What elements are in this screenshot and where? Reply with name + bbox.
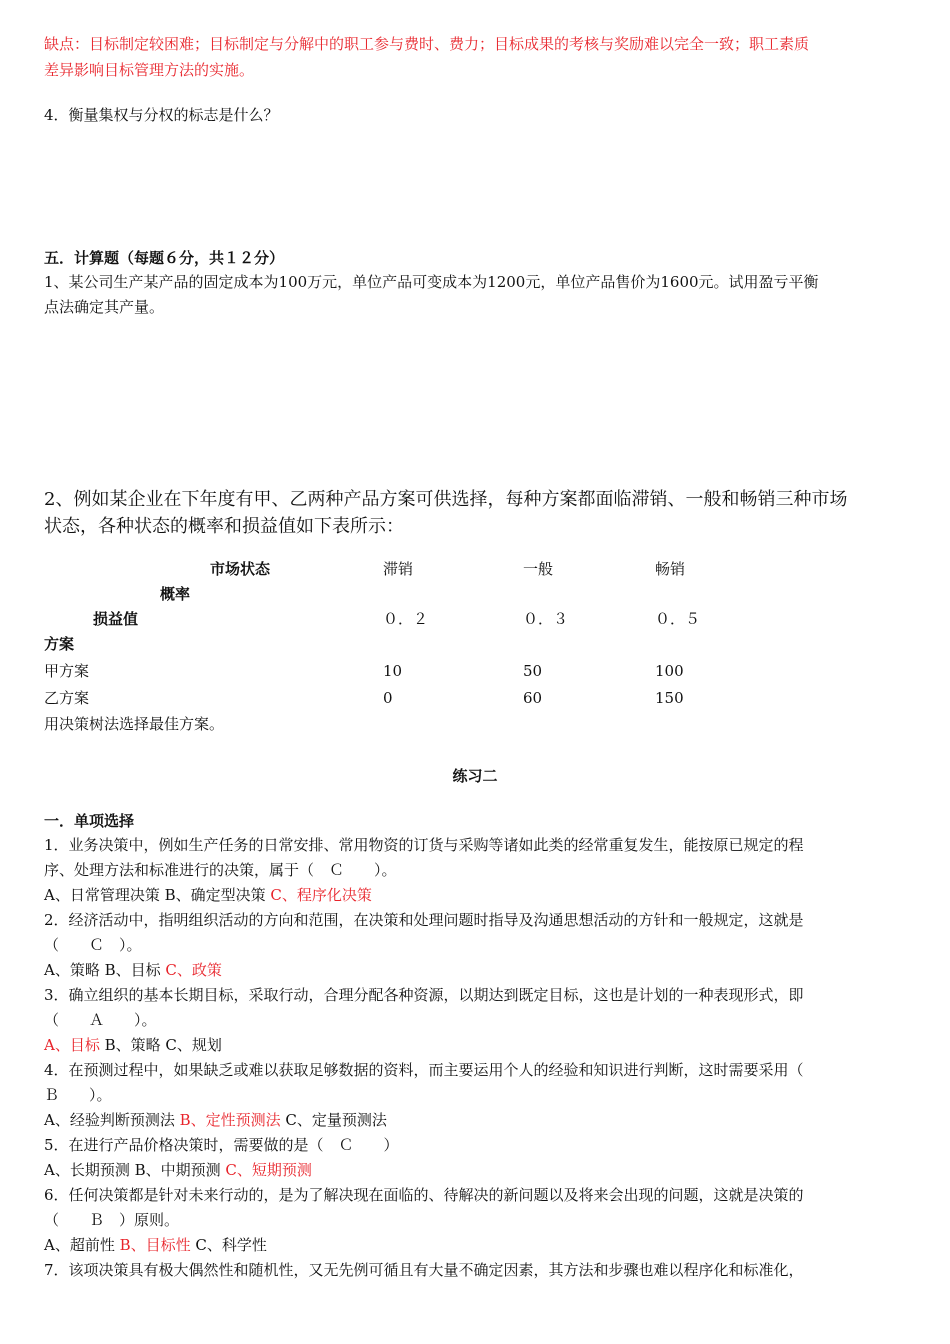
mc-question-1-line1: 1．业务决策中，例如生产任务的日常安排、常用物资的订货与采购等诸如此类的经常重复发生，能按原已规定的程 bbox=[44, 836, 804, 854]
flaw-text-line2: 差异影响目标管理方法的实施。 bbox=[44, 61, 255, 79]
table-footer: 用决策树法选择最佳方案。 bbox=[44, 715, 225, 733]
table-col-3: 畅销 bbox=[655, 560, 686, 578]
correct-option: C、短期预测 bbox=[225, 1161, 312, 1179]
section-heading: 五．计算题（每题６分，共１２分） bbox=[44, 249, 285, 267]
mc-question-3-line1: 3．确立组织的基本长期目标，采取行动，合理分配各种资源，以期达到既定目标，这也是计划的一种表现形式，即 bbox=[44, 986, 804, 1004]
table-cell: 100 bbox=[655, 662, 684, 680]
calc-question-2-line2: 状态，各种状态的概率和损益值如下表所示： bbox=[44, 516, 404, 537]
table-row-name: 甲方案 bbox=[44, 662, 90, 680]
option-text: A、日常管理决策 B、确定型决策 bbox=[44, 886, 271, 904]
option-text: C、定量预测法 bbox=[280, 1111, 387, 1129]
table-header-value: 损益值 bbox=[93, 610, 139, 628]
correct-option: A、目标 bbox=[44, 1036, 100, 1054]
mc-question-4-line1: 4．在预测过程中，如果缺乏或难以获取足够数据的资料，而主要运用个人的经验和知识进行判断，这时需要采用（ bbox=[44, 1061, 804, 1079]
table-cell: 150 bbox=[655, 689, 684, 707]
mc-question-3-line2: （ Ａ ）。 bbox=[44, 1011, 157, 1029]
option-text: B、策略 C、规划 bbox=[99, 1036, 222, 1054]
option-text: C、科学性 bbox=[190, 1236, 267, 1254]
mc-question-6-line2: （ Ｂ ）原则。 bbox=[44, 1211, 180, 1229]
calc-question-2-line1: 2、例如某企业在下年度有甲、乙两种产品方案可供选择，每种方案都面临滞销、一般和畅销三种市场 bbox=[44, 489, 848, 510]
table-col-2: 一般 bbox=[523, 560, 554, 578]
mc-question-2-line1: 2．经济活动中，指明组织活动的方向和范围，在决策和处理问题时指导及沟通思想活动的方针和一般规定，这就是 bbox=[44, 911, 804, 929]
table-header-market: 市场状态 bbox=[210, 560, 271, 578]
exercise-heading: 一．单项选择 bbox=[44, 812, 135, 830]
table-cell: 60 bbox=[523, 689, 543, 707]
table-row-name: 乙方案 bbox=[44, 689, 90, 707]
table-prob-1: ０．２ bbox=[383, 610, 429, 628]
mc-question-4-line2: Ｂ ）。 bbox=[44, 1086, 112, 1104]
table-prob-2: ０．３ bbox=[523, 610, 569, 628]
mc-question-5-line1: 5．在进行产品价格决策时，需要做的是（ Ｃ ） bbox=[44, 1136, 399, 1154]
table-cell: 50 bbox=[523, 662, 543, 680]
table-col-1: 滞销 bbox=[383, 560, 414, 578]
mc-question-4-options bbox=[44, 1108, 387, 1133]
option-text: A、策略 B、目标 bbox=[44, 961, 166, 979]
option-text: A、超前性 bbox=[44, 1236, 120, 1254]
option-text: A、长期预测 B、中期预测 bbox=[44, 1161, 226, 1179]
mc-question-1-options bbox=[44, 883, 372, 908]
mc-question-5-options bbox=[44, 1158, 312, 1183]
calc-question-1-line2: 点法确定其产量。 bbox=[44, 298, 165, 316]
mc-question-1-line2: 序、处理方法和标准进行的决策，属于（ Ｃ ）。 bbox=[44, 861, 397, 879]
mc-question-2-options bbox=[44, 958, 222, 983]
question-4: 4．衡量集权与分权的标志是什么？ bbox=[44, 106, 279, 124]
table-header-plan: 方案 bbox=[44, 635, 75, 653]
option-text: A、经验判断预测法 bbox=[44, 1111, 180, 1129]
correct-option: C、程序化决策 bbox=[270, 886, 372, 904]
table-cell: 10 bbox=[383, 662, 403, 680]
mc-question-3-options bbox=[44, 1033, 222, 1058]
mc-question-6-line1: 6．任何决策都是针对未来行动的，是为了解决现在面临的、待解决的新问题以及将来会出现的问题，这就是决策的 bbox=[44, 1186, 804, 1204]
mc-question-2-line2: （ Ｃ ）。 bbox=[44, 936, 142, 954]
exercise-title: 练习二 bbox=[452, 767, 498, 785]
flaw-text-line1: 缺点：目标制定较困难；目标制定与分解中的职工参与费时、费力；目标成果的考核与奖励难以完全一致；职工素质 bbox=[44, 35, 810, 53]
calc-question-1-line1: 1、某公司生产某产品的固定成本为100万元，单位产品可变成本为1200元，单位产品售价为1600元。试用盈亏平衡 bbox=[44, 273, 819, 291]
table-header-prob: 概率 bbox=[160, 585, 191, 603]
correct-option: B、定性预测法 bbox=[179, 1111, 281, 1129]
correct-option: B、目标性 bbox=[119, 1236, 191, 1254]
table-cell: 0 bbox=[383, 689, 393, 707]
table-prob-3: ０．５ bbox=[655, 610, 701, 628]
correct-option: C、政策 bbox=[165, 961, 222, 979]
mc-question-7-line1: 7．该项决策具有极大偶然性和随机性，又无先例可循且有大量不确定因素，其方法和步骤也难以程序化和标准化， bbox=[44, 1261, 804, 1279]
mc-question-6-options bbox=[44, 1233, 267, 1258]
